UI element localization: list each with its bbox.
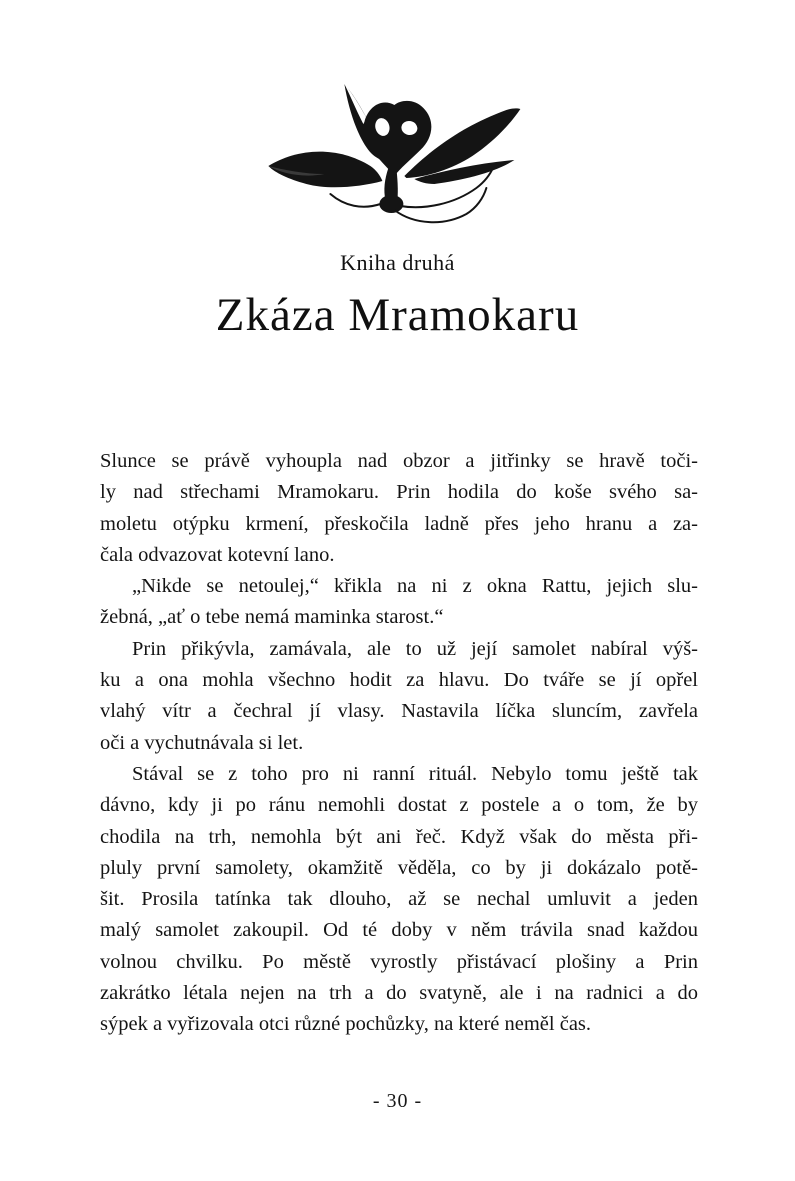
page-number: - 30 - (372, 1090, 423, 1112)
text-line: Stával se z toho pro ni ranní rituál. Nebylo tomu ještě tak (132, 762, 698, 785)
flower-ornament-icon (264, 78, 526, 234)
text-line: Prin přikývla, zamávala, ale to už její samolet nabíral výš- (132, 637, 698, 660)
text-line: ly nad střechami Mramokaru. Prin hodila do koše svého sa- (100, 481, 698, 504)
flower-ornament-illustration (264, 78, 526, 234)
text-line: čala odvazovat kotevní lano. (100, 543, 335, 566)
body-text (100, 446, 698, 1041)
text-line: dávno, kdy ji po ránu nemohli dostat z postele a o tom, že by (100, 794, 698, 817)
text-line: malý samolet zakoupil. Od té doby v něm trávila snad každou (100, 919, 698, 942)
text-line: chodila na trh, nemohla být ani řeč. Když však do města při- (100, 825, 698, 848)
text-line: oči a vychutnávala si let. (100, 731, 304, 754)
text-line: moletu otýpku krmení, přeskočila ladně přes jeho hranu a za- (100, 512, 698, 535)
text-line: zakrátko létala nejen na trh a do svatyně, ale i na radnici a do (100, 982, 698, 1005)
text-line: sýpek a vyřizovala otci různé pochůzky, na které neměl čas. (100, 1013, 592, 1036)
text-line: vlahý vítr a čechral jí vlasy. Nastavila líčka sluncím, zavřela (100, 700, 698, 723)
text-line: ku a ona mohla všechno hodit za hlavu. Do tváře se jí opřel (100, 669, 698, 692)
text-line: pluly první samolety, okamžitě věděla, co by ji dokázalo potě- (100, 856, 698, 879)
text-line: „Nikde se netoulej,“ křikla na ni z okna Rattu, jejich slu- (132, 575, 698, 598)
text-line: volnou chvilku. Po městě vyrostly přistávací plošiny a Prin (100, 950, 698, 973)
text-line: šit. Prosila tatínka tak dlouho, až se nechal umluvit a jeden (100, 888, 698, 911)
book-label: Kniha druhá (340, 250, 455, 275)
text-line: žebná, „ať o tebe nemá maminka starost.“ (100, 606, 444, 629)
chapter-title: Zkáza Mramokaru (215, 289, 580, 341)
text-line: Slunce se právě vyhoupla nad obzor a jitřinky se hravě toči- (100, 450, 698, 472)
